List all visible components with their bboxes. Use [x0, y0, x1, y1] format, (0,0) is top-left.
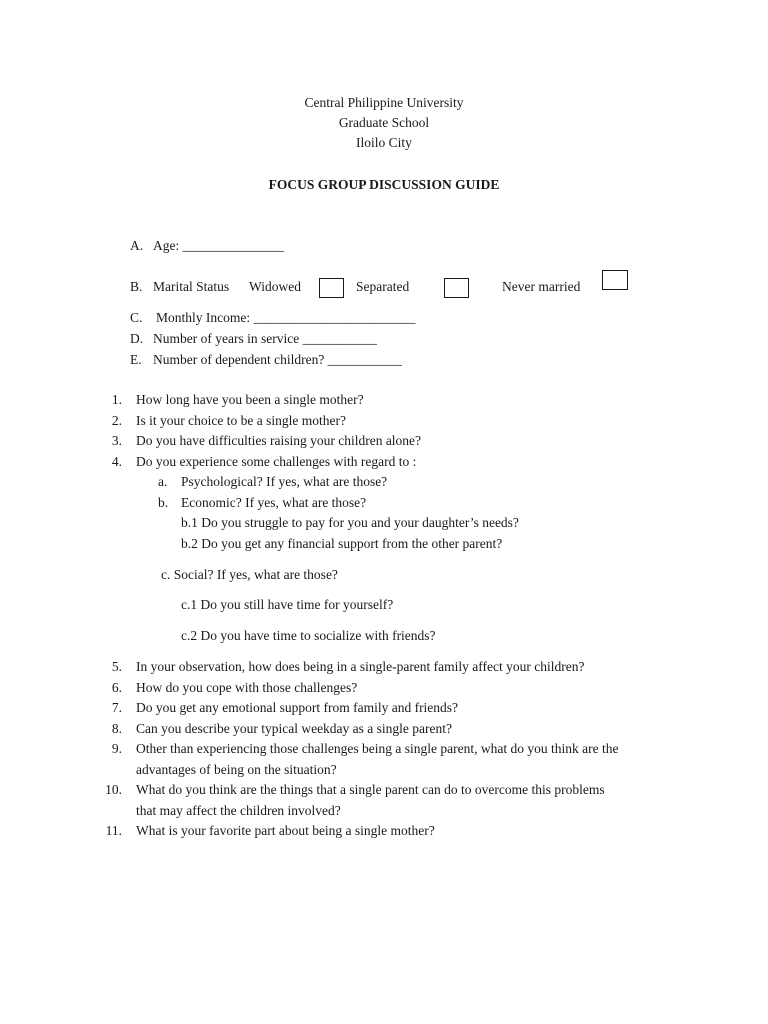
sub-question-text: c.2 Do you have time to socialize with friends? [181, 628, 436, 643]
question-text: What is your favorite part about being a single mother? [136, 823, 435, 838]
marital-status-label: Marital Status [153, 279, 230, 294]
separated-checkbox[interactable] [444, 278, 469, 298]
question-number: 5. [111, 659, 122, 674]
question-number: 1. [111, 392, 122, 407]
question-text: Can you describe your typical weekday as a single parent? [136, 721, 453, 736]
age-field: Age: _______________ [153, 238, 284, 253]
document-title: FOCUS GROUP DISCUSSION GUIDE [268, 177, 500, 192]
profile-letter-a: A. [130, 238, 144, 253]
question-number: 7. [111, 700, 122, 715]
question-number: 9. [111, 741, 122, 756]
profile-letter-d: D. [130, 331, 144, 346]
sub-question-letter: a. [158, 474, 168, 489]
profile-letter-c: C. [130, 310, 143, 325]
sub-question-text: b.1 Do you struggle to pay for you and your daughter’s needs? [181, 515, 519, 530]
sub-question-letter: b. [158, 495, 169, 510]
question-text: Is it your choice to be a single mother? [136, 413, 346, 428]
years-in-service-field: Number of years in service ___________ [153, 331, 377, 346]
question-number: 11. [105, 823, 122, 838]
question-text: What do you think are the things that a single parent can do to overcome this problems [136, 782, 605, 797]
school-name: Graduate School [338, 115, 430, 130]
question-text: How long have you been a single mother? [136, 392, 364, 407]
widowed-label: Widowed [249, 279, 301, 294]
university-name: Central Philippine University [304, 95, 464, 110]
question-text: Other than experiencing those challenges being a single parent, what do you think are the [136, 741, 619, 756]
sub-question-text: Psychological? If yes, what are those? [181, 474, 388, 489]
never-married-checkbox[interactable] [602, 270, 628, 290]
monthly-income-field: Monthly Income: ________________________ [156, 310, 416, 325]
widowed-checkbox[interactable] [319, 278, 344, 298]
question-text: Do you have difficulties raising your children alone? [136, 433, 422, 448]
question-number: 8. [111, 721, 122, 736]
question-text: How do you cope with those challenges? [136, 680, 358, 695]
question-text: In your observation, how does being in a single-parent family affect your children? [136, 659, 585, 674]
question-text-continued: that may affect the children involved? [136, 803, 341, 818]
question-number: 3. [111, 433, 122, 448]
sub-question-text: c.1 Do you still have time for yourself? [181, 597, 394, 612]
city-name: Iloilo City [356, 135, 412, 150]
dependent-children-field: Number of dependent children? ___________ [153, 352, 402, 367]
sub-question-text: b.2 Do you get any financial support from the other parent? [181, 536, 503, 551]
question-number: 2. [111, 413, 122, 428]
profile-letter-b: B. [130, 279, 143, 294]
profile-letter-e: E. [130, 352, 142, 367]
separated-label: Separated [356, 279, 410, 294]
question-text: Do you get any emotional support from family and friends? [136, 700, 459, 715]
question-number: 10. [105, 782, 122, 797]
question-text-continued: advantages of being on the situation? [136, 762, 337, 777]
question-number: 6. [111, 680, 122, 695]
question-text: Do you experience some challenges with regard to : [136, 454, 417, 469]
sub-question-text: c. Social? If yes, what are those? [161, 567, 338, 582]
never-married-label: Never married [502, 279, 581, 294]
sub-question-text: Economic? If yes, what are those? [181, 495, 367, 510]
question-number: 4. [111, 454, 122, 469]
